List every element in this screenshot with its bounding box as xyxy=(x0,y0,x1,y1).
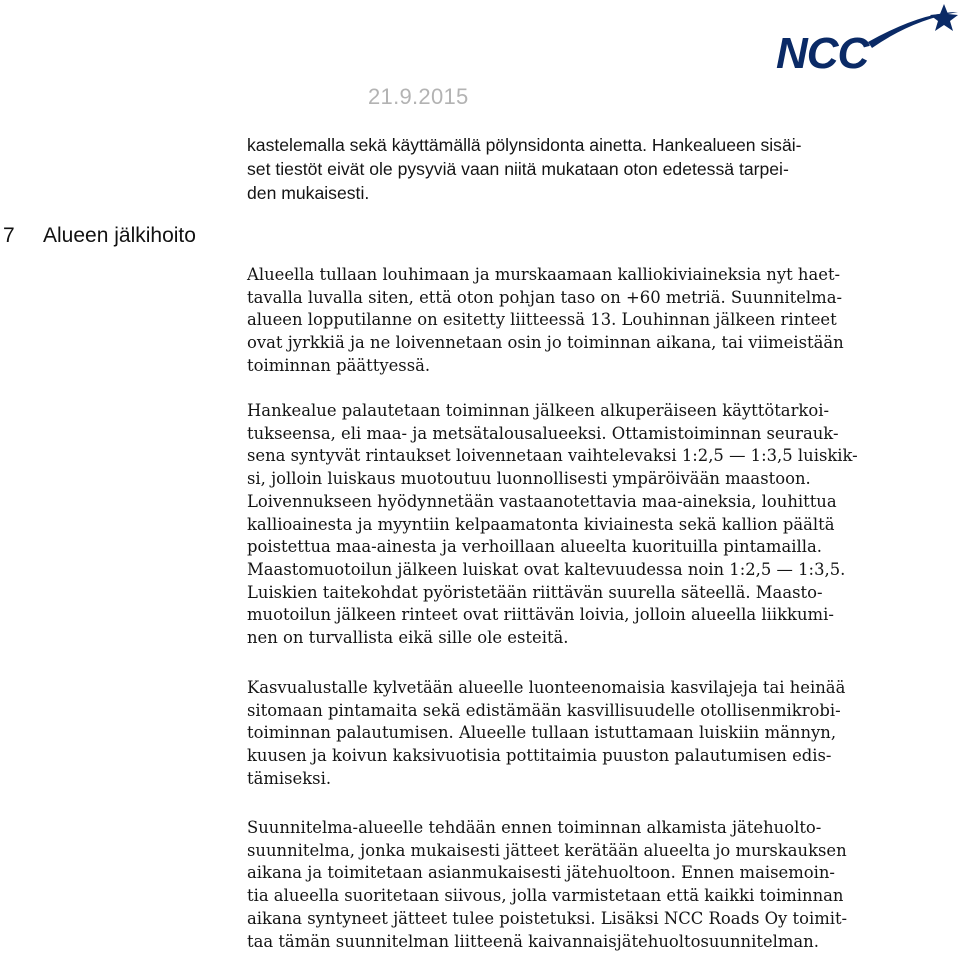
text-line: nen on turvallista eikä sille ole esteitä. xyxy=(247,628,569,648)
intro-paragraph xyxy=(247,133,907,205)
text-line: tia alueella suoritetaan siivous, jolla varmistetaan että kaikki toiminnan xyxy=(247,886,844,906)
text-line: den mukaisesti. xyxy=(247,183,370,203)
text-line: Suunnitelma-alueelle tehdään ennen toiminnan alkamista jätehuolto- xyxy=(247,818,822,837)
text-line: taa tämän suunnitelman liitteenä kaivannaisjätehuoltosuunnitelman. xyxy=(247,931,819,951)
text-line: alueen lopputilanne on esitetty liitteessä 13. Louhinnan jälkeen rinteet xyxy=(247,310,837,330)
text-line: tavalla luvalla siten, että oton pohjan taso on +60 metriä. Suunnitelma- xyxy=(247,287,843,307)
text-line: toiminnan palautumisen. Alueelle tullaan istuttamaan luiskiin männyn, xyxy=(247,723,837,743)
paragraph-restoration xyxy=(247,400,907,650)
text-line: Loivennukseen hyödynnetään vastaanotettavia maa-aineksia, louhittua xyxy=(247,491,837,511)
text-line: aikana syntyneet jätteet tulee poistetuksi. Lisäksi NCC Roads Oy toimit- xyxy=(247,908,848,928)
text-line: toiminnan päättyessä. xyxy=(247,355,431,375)
text-line: sena syntyvät rintaukset loivennetaan vaihtelevaksi 1:2,5 — 1:3,5 luiskik- xyxy=(247,446,858,466)
text-line: muotoilun jälkeen rinteet ovat riittävän loivia, jolloin alueella liikkumi- xyxy=(247,605,834,625)
paragraph-waste-management xyxy=(247,817,907,953)
section-number: 7 xyxy=(3,224,15,247)
text-line: kuusen ja koivun kaksivuotisia pottitaimia puuston palautumisen edis- xyxy=(247,746,832,766)
text-line: Luiskien taitekohdat pyöristetään riittävän suurella säteellä. Maasto- xyxy=(247,582,823,602)
svg-text:NCC: NCC xyxy=(776,29,869,74)
text-line: Maastomuotoilun jälkeen luiskat ovat kaltevuudessa noin 1:2,5 — 1:3,5. xyxy=(247,559,846,579)
text-line: ovat jyrkkiä ja ne loivennetaan osin jo toiminnan aikana, tai viimeistään xyxy=(247,333,844,353)
text-line: kallioainesta ja myyntiin kelpaamatonta kiviainesta sekä kallion päältä xyxy=(247,514,835,534)
paragraph-vegetation xyxy=(247,677,907,791)
paragraph-excavation xyxy=(247,264,907,378)
document-date: 21.9.2015 xyxy=(368,84,469,109)
text-line: tämiseksi. xyxy=(247,768,332,788)
text-line: set tiestöt eivät ole pysyviä vaan niitä mukataan oton edetessä tarpei- xyxy=(247,159,789,179)
section-heading xyxy=(0,224,245,248)
section-title: Alueen jälkihoito xyxy=(43,224,196,247)
text-line: Kasvualustalle kylvetään alueelle luonteenomaisia kasvilajeja tai heinää xyxy=(247,678,846,697)
text-line: kastelemalla sekä käyttämällä pölynsidonta ainetta. Hankealueen sisäi- xyxy=(247,135,802,155)
text-line: poistettua maa-ainesta ja verhoillaan alueelta kuorituilla pintamailla. xyxy=(247,537,822,557)
text-line: si, jolloin luiskaus muotoutuu luonnollisesti ympäröivään maastoon. xyxy=(247,469,811,489)
text-line: suunnitelma, jonka mukaisesti jätteet kerätään alueelta jo murskauksen xyxy=(247,840,847,860)
text-line: Hankealue palautetaan toiminnan jälkeen alkuperäiseen käyttötarkoi- xyxy=(247,401,829,420)
text-line: tukseensa, eli maa- ja metsätalousalueeksi. Ottamistoiminnan seurauk- xyxy=(247,423,839,443)
ncc-logo xyxy=(772,2,958,74)
text-line: aikana ja toimitetaan asianmukaisesti jätehuoltoon. Ennen maisemoin- xyxy=(247,863,835,883)
text-line: Alueella tullaan louhimaan ja murskaamaan kalliokiviaineksia nyt haet- xyxy=(247,265,841,284)
text-line: sitomaan pintamaita sekä edistämään kasvillisuudelle otollisenmikrobi- xyxy=(247,700,841,720)
